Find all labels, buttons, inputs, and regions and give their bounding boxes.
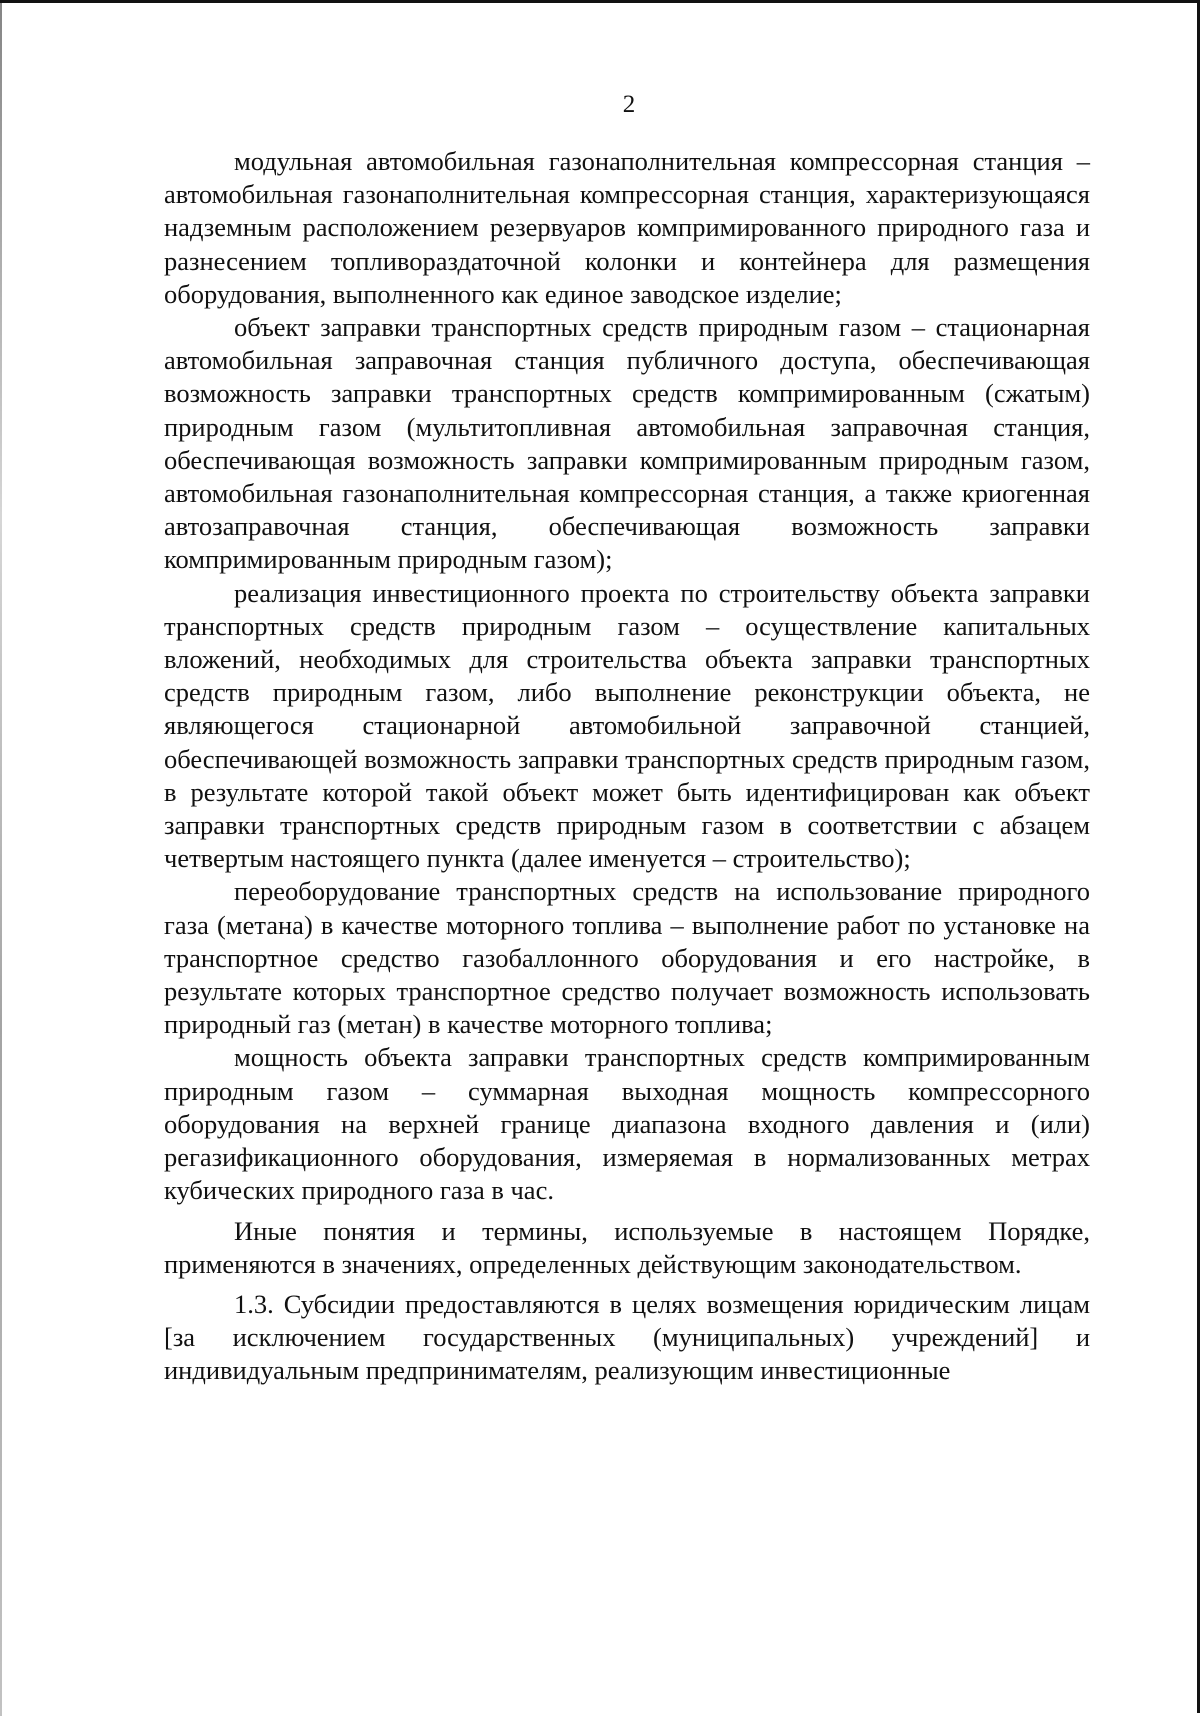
page-number: 2 bbox=[622, 91, 636, 118]
paragraph-subsidies-1-3: 1.3. Субсидии предоставляются в целях возмещения юридическим лицам [за исключением государственных (муниципальных) учреждений] и индивидуальным предпринимателям, реализующим инвестиционные bbox=[164, 1288, 1090, 1386]
document-body bbox=[164, 145, 1090, 1388]
paragraph-vehicle-conversion: переоборудование транспортных средств на использование природного газа (метана) в качестве моторного топлива – выполнение работ по установке на транспортное средство газобаллонного оборудования и его настройке, в результате которых транспортное средство получает возможность использовать природный газ (метан) в качестве моторного топлива; bbox=[164, 876, 1090, 1040]
paragraph-refueling-object: объект заправки транспортных средств природным газом – стационарная автомобильная заправочная станция публичного доступа, обеспечивающая возможность заправки транспортных средств компримированным (сжатым) природным газом (мультитопливная автомобильная заправочная станция, обеспечивающая возможность заправки компримированным природным газом, автомобильная газонаполнительная компрессорная станция, а также криогенная автозаправочная станция, обеспечивающая возможность заправки компримированным природным газом); bbox=[164, 312, 1090, 575]
paragraph-modular-station: модульная автомобильная газонаполнительная компрессорная станция – автомобильная газонаполнительная компрессорная станция, характеризующаяся надземным расположением резервуаров компримированного природного газа и разнесением топливораздаточной колонки и контейнера для размещения оборудования, выполненного как единое заводское изделие; bbox=[164, 146, 1090, 309]
paragraph-station-capacity: мощность объекта заправки транспортных средств компримированным природным газом – суммарная выходная мощность компрессорного оборудования на верхней границе диапазона входного давления и (или) регазификационного оборудования, измеряемая в нормализованных метрах кубических природного газа в час. bbox=[164, 1042, 1090, 1206]
paragraph-other-terms: Иные понятия и термины, используемые в настоящем Порядке, применяются в значениях, определенных действующим законодательством. bbox=[164, 1215, 1090, 1279]
scan-edge bbox=[0, 3, 2, 1716]
paragraph-investment-project: реализация инвестиционного проекта по строительству объекта заправки транспортных средств природным газом – осуществление капитальных вложений, необходимых для строительства объекта заправки транспортных средств природным газом, либо выполнение реконструкции объекта, не являющегося стационарной автомобильной заправочной станцией, обеспечивающей возможность заправки транспортных средств природным газом, в результате которой такой объект может быть идентифицирован как объект заправки транспортных средств природным газом в соответствии с абзацем четвертым настоящего пункта (далее именуется – строительство); bbox=[164, 577, 1090, 874]
